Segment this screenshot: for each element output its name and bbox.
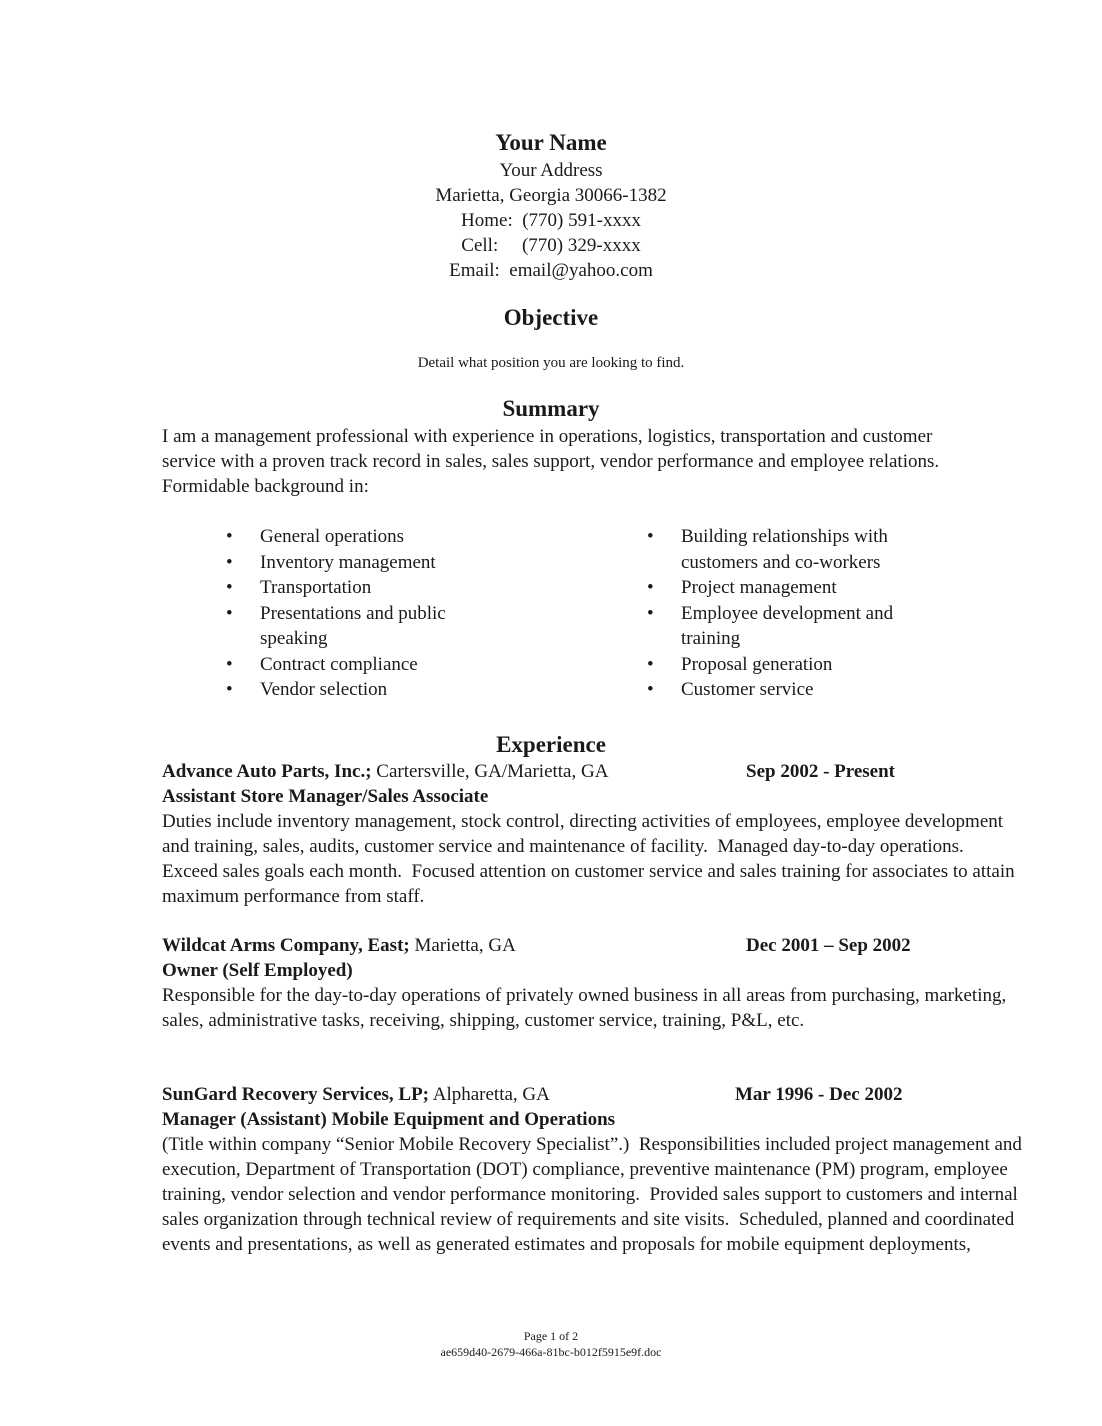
job-description: (Title within company “Senior Mobile Recovery Specialist”.) Responsibilities included project management and execution, Department of Transportation (DOT) compliance, preventive maintenance (PM) program, employee training, vendor selection and vendor performance monitoring. Provided sales support to customers and internal sales organization through technical review of requirements and site visits. Scheduled, planned and coordinated events and presentations, as well as generated estimates and proposals for mobile equipment deployments, (162, 1134, 1027, 1255)
company-name: Wildcat Arms Company, East; (162, 935, 410, 956)
experience-heading: Experience (496, 732, 606, 757)
list-item: • Employee development and training (647, 602, 894, 649)
job-entry (162, 1082, 1027, 1257)
job-description: Responsible for the day-to-day operations of privately owned business in all areas from purchasing, marketing, sales, administrative tasks, receiving, shipping, customer service, training, P&L, etc. (162, 985, 1011, 1031)
objective-heading: Objective (503, 305, 599, 330)
page-number: Page 1 of 2 (523, 1329, 579, 1343)
page-footer (0, 1328, 1102, 1360)
resume-name: Your Name (495, 130, 607, 155)
file-name: ae659d40-2679-466a-81bc-b012f5915e9f.doc (440, 1345, 662, 1359)
summary-heading: Summary (502, 396, 600, 421)
objective-text: Detail what position you are looking to find. (417, 355, 685, 371)
list-item: • Contract compliance (226, 653, 418, 675)
cell-phone-line: Cell: (770) 329-xxxx (461, 235, 641, 256)
list-item: • General operations (226, 526, 405, 547)
company-name: Advance Auto Parts, Inc.; (162, 761, 372, 782)
list-item: • Vendor selection (226, 679, 388, 700)
job-location: Cartersville, GA/Marietta, GA (371, 761, 609, 782)
job-header (162, 1082, 1022, 1107)
company-name: SunGard Recovery Services, LP; (162, 1084, 430, 1105)
job-header (162, 759, 1022, 784)
list-item: • Transportation (226, 577, 372, 598)
job-header (162, 933, 1022, 958)
job-description: Duties include inventory management, stock control, directing activities of employees, employee development and training, sales, audits, customer service and maintenance of facility. Managed day-to-day operations. Exceed sales goals each month. Focused attention on customer service and sales training for associates to attain maximum performance from staff. (162, 811, 1020, 907)
job-role: Manager (Assistant) Mobile Equipment and Operations (162, 1109, 616, 1130)
city-line: Marietta, Georgia 30066-1382 (435, 185, 667, 206)
summary-paragraph: I am a management professional with experience in operations, logistics, transportation and customer service with a proven track record in sales, sales support, vendor performance and employee relations. Formidable background in: (162, 426, 949, 497)
list-item: • Customer service (647, 679, 814, 700)
job-dates: Dec 2001 – Sep 2002 (746, 935, 911, 956)
list-item: • Presentations and public speaking (226, 602, 446, 649)
home-phone-line: Home: (770) 591-xxxx (461, 210, 641, 231)
skills-list-right (647, 524, 947, 703)
job-dates: Mar 1996 - Dec 2002 (735, 1084, 903, 1105)
job-role: Assistant Store Manager/Sales Associate (162, 786, 489, 807)
contact-block (0, 158, 1102, 283)
list-item: • Building relationships with customers and co-workers (647, 526, 888, 573)
skills-list-left (226, 524, 556, 703)
job-entry (162, 933, 1022, 1033)
job-dates: Sep 2002 - Present (746, 761, 895, 782)
list-item: • Project management (647, 577, 837, 598)
list-item: • Proposal generation (647, 653, 833, 675)
job-role: Owner (Self Employed) (162, 960, 353, 981)
job-location: Alpharetta, GA (429, 1084, 550, 1105)
job-entry (162, 759, 1022, 909)
address-line: Your Address (499, 160, 603, 181)
job-location: Marietta, GA (409, 935, 516, 956)
list-item: • Inventory management (226, 551, 436, 573)
email-line: Email: email@yahoo.com (449, 260, 653, 281)
